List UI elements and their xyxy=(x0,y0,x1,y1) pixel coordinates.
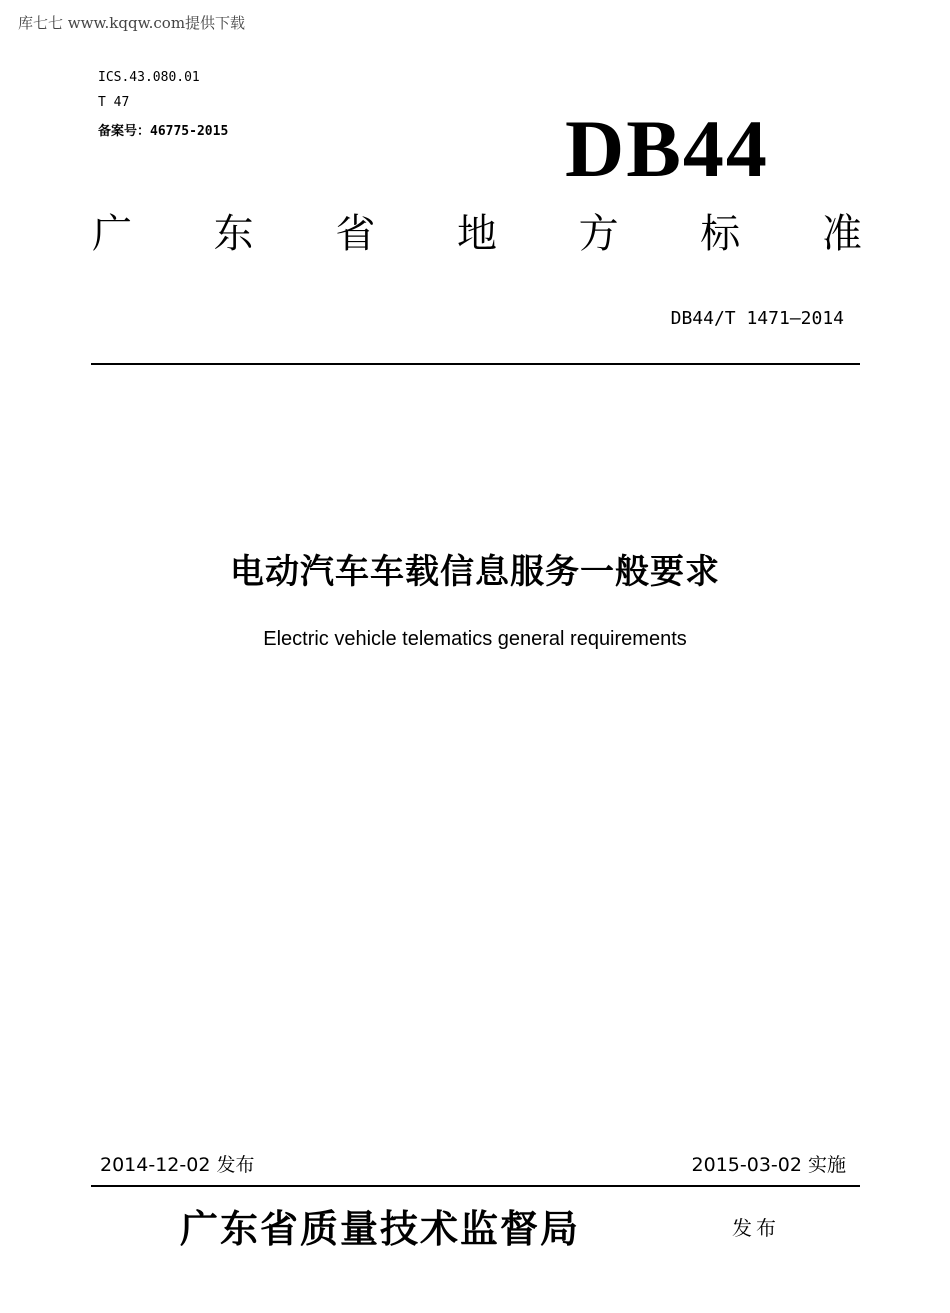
watermark-text: 库七七 www.kqqw.com提供下载 xyxy=(18,14,246,32)
record-number: 备案号：46775-2015 xyxy=(98,124,229,139)
ccs-code: T 47 xyxy=(98,95,130,110)
standard-type-char: 地 xyxy=(456,211,497,257)
issue-label: 发布 xyxy=(732,1216,780,1240)
standard-type-char: 省 xyxy=(335,211,376,257)
title-english: Electric vehicle telematics general requirements xyxy=(263,628,687,650)
standard-type-char: 标 xyxy=(700,211,741,257)
standard-type-char: 广 xyxy=(92,211,132,257)
issue-date: 2014-12-02 发布 xyxy=(100,1154,255,1176)
standard-type-char: 东 xyxy=(213,211,254,257)
standard-number: DB44/T 1471—2014 xyxy=(670,308,844,329)
issuing-authority: 广东省质量技术监督局 xyxy=(180,1206,581,1251)
title-chinese: 电动汽车车载信息服务一般要求 xyxy=(230,552,720,592)
standard-type-heading xyxy=(92,211,862,257)
bottom-divider xyxy=(91,1185,860,1187)
standard-type-char: 准 xyxy=(821,211,862,257)
standard-type-char: 方 xyxy=(578,211,619,257)
implementation-date: 2015-03-02 实施 xyxy=(691,1154,846,1176)
top-divider xyxy=(91,363,860,365)
ics-code: ICS.43.080.01 xyxy=(98,70,200,85)
db44-logo: DB44 xyxy=(565,103,769,194)
